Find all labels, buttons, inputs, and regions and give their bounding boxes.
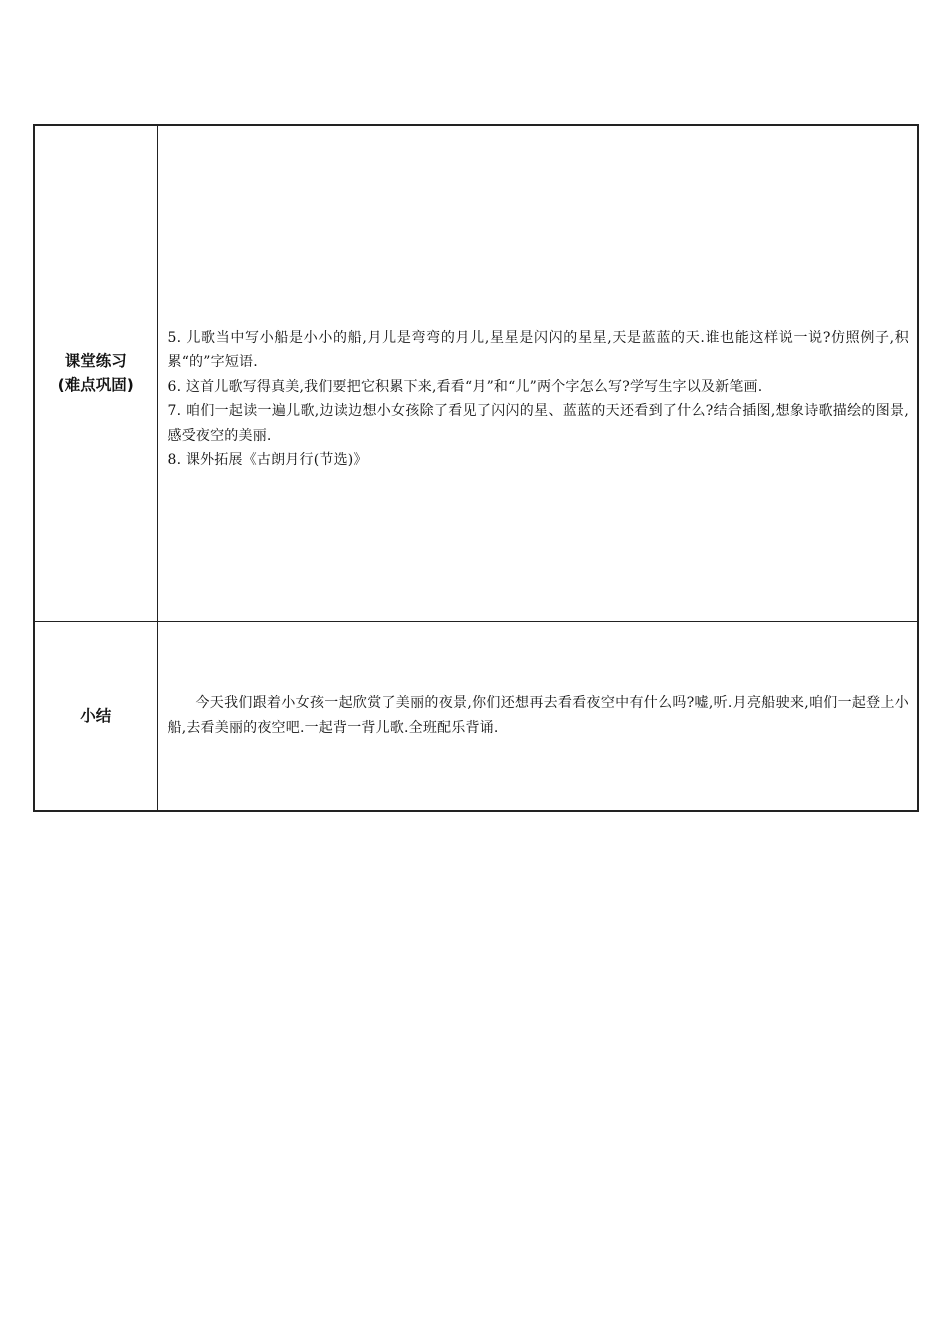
practice-list	[168, 326, 910, 473]
practice-label-cell	[34, 125, 157, 621]
summary-label-cell	[34, 621, 157, 811]
summary-text: 今天我们跟着小女孩一起欣赏了美丽的夜景,你们还想再去看看夜空中有什么吗?嘘,听.月亮船驶来,咱们一起登上小船,去看美丽的夜空吧.一起背一背儿歌.全班配乐背诵.	[167, 695, 909, 736]
lesson-plan-table	[33, 124, 919, 812]
practice-item: 5. 儿歌当中写小船是小小的船,月儿是弯弯的月儿,星星是闪闪的星星,天是蓝蓝的天.谁也能这样说一说?仿照例子,积累“的”字短语.	[167, 329, 909, 371]
practice-item: 8. 课外拓展《古朗月行(节选)》	[167, 452, 368, 469]
summary-row	[34, 621, 918, 811]
practice-sublabel: (难点巩固)	[57, 376, 134, 395]
practice-label: 课堂练习	[64, 352, 127, 371]
practice-row	[34, 125, 918, 621]
practice-content-cell	[157, 125, 918, 621]
summary-content-cell	[157, 621, 918, 811]
summary-label: 小结	[80, 706, 112, 725]
practice-item: 7. 咱们一起读一遍儿歌,边读边想小女孩除了看见了闪闪的星、蓝蓝的天还看到了什么?结合插图,想象诗歌描绘的图景,感受夜空的美丽.	[167, 403, 909, 444]
practice-item: 6. 这首儿歌写得真美,我们要把它积累下来,看看“月”和“儿”两个字怎么写?学写生字以及新笔画.	[167, 378, 763, 395]
